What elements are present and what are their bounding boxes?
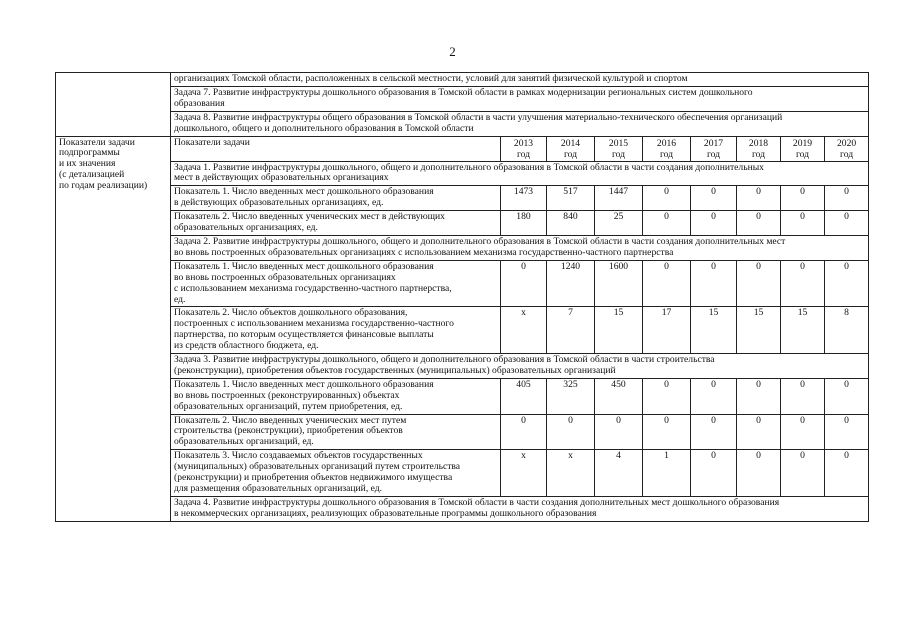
task-row [171,86,869,111]
indicator-value: 0 [643,260,691,307]
year-unit: год [659,148,674,160]
text-line: в действующих образовательных организациях, ед. [174,197,384,209]
indicator-label [171,307,501,354]
year-label: 2015 [608,137,629,149]
text-line: Показатель 2. Число введенных ученических мест в действующих [174,211,445,223]
text-line: во вновь построенных образовательных организациях с использованием механизма государственно-частного партнерства [174,246,674,258]
year-unit: год [840,148,854,160]
indicator-value: 15 [691,307,737,354]
year-label: 2018 [748,137,769,149]
text-line: Показатель 2. Число объектов дошкольного образования, [174,307,408,319]
indicator-value: 0 [781,414,825,450]
indicator-value: 0 [825,450,869,497]
indicator-value: 1447 [595,186,643,211]
text-line: Показатель 1. Число введенных мест дошкольного образования [174,260,434,272]
year-unit: год [611,148,626,160]
task-row [56,235,869,260]
year-unit: год [795,148,810,160]
text-line: во вновь построенных (реконструированных) объектах [174,389,400,401]
task-row [56,354,869,379]
year-unit: год [563,148,578,160]
header-title: Показатели задачи [171,136,501,161]
indicator-value: 0 [825,260,869,307]
indicator-value: 180 [501,211,547,236]
indicator-value: 15 [737,307,781,354]
indicator-value: 0 [781,260,825,307]
indicator-value: 1473 [501,186,547,211]
text-line: строительства (реконструкции), приобретения объектов [174,425,403,437]
text-line: Показатель 3. Число создаваемых объектов государственных [174,450,423,462]
indicator-value: 0 [781,378,825,414]
task-row [56,496,869,521]
text-line: Показатель 2. Число введенных ученических мест путем [174,414,407,426]
indicator-value: 0 [691,211,737,236]
indicator-label [171,378,501,414]
indicator-row [56,450,869,497]
table-row [56,73,869,87]
indicator-value: 0 [825,378,869,414]
indicator-row [56,414,869,450]
year-label: 2013 [513,137,534,149]
table-row [56,86,869,111]
year-label: 2016 [656,137,677,149]
text-line: дошкольного, общего и дополнительного образования в Томской области [174,122,474,134]
text-line: во вновь построенных образовательных организациях [174,271,396,283]
text-line: Задача 2. Развитие инфраструктуры дошкольного, общего и дополнительного образования в Томской области в части создания дополнительных мест [174,235,786,247]
indicator-value: 0 [737,186,781,211]
indicator-value: 15 [781,307,825,354]
task-row [171,111,869,136]
indicators-table [55,72,869,522]
task-row [56,161,869,186]
task-row [171,73,869,87]
indicator-value: 405 [501,378,547,414]
indicator-value: 15 [595,307,643,354]
indicator-value: 0 [825,186,869,211]
text-line: ед. [174,293,186,305]
indicator-value: 0 [691,414,737,450]
text-line: Показатель 1. Число введенных мест дошкольного образования [174,186,434,198]
side-label [56,136,171,521]
indicator-value: 0 [643,186,691,211]
indicator-value: 0 [691,260,737,307]
year-header [595,136,643,161]
indicator-value: 0 [781,450,825,497]
indicator-value: 0 [501,414,547,450]
indicator-value: x [547,450,595,497]
indicator-label [171,211,501,236]
indicator-value: x [501,307,547,354]
indicator-label [171,450,501,497]
year-label: 2020 [836,137,857,149]
indicator-row [56,260,869,307]
task-title [171,161,869,186]
text-line: из средств областного бюджета, ед. [174,340,319,352]
indicator-value: 0 [781,211,825,236]
empty-side-cell [56,73,171,137]
text-line: (с детализацией [59,169,125,181]
header-row [56,136,869,161]
indicator-value: 0 [737,450,781,497]
indicator-label [171,414,501,450]
indicator-value: 0 [595,414,643,450]
year-header [643,136,691,161]
text-line: партнерства, по которым осуществляется финансовые выплаты [174,329,434,341]
indicator-value: 0 [825,414,869,450]
year-label: 2017 [703,137,724,149]
text-line: подпрограммы [59,147,120,159]
year-header [781,136,825,161]
indicator-value: 0 [737,378,781,414]
indicator-value: 0 [501,260,547,307]
text-line: Задача 8. Развитие инфраструктуры общего образования в Томской области в части улучшения материально-технического обеспечения организаций [174,111,783,123]
indicator-value: 840 [547,211,595,236]
text-line: построенных с использованием механизма государственно-частного [174,318,454,330]
text-line: образования [174,97,225,109]
indicator-value: 17 [643,307,691,354]
year-unit: год [706,148,721,160]
text-line: Показатели задачи [59,136,135,148]
text-line: для размещения образовательных организаций, ед. [174,483,383,494]
text-line: мест в действующих образовательных организациях [174,172,389,184]
table-row [56,111,869,136]
text-line: Задача 3. Развитие инфраструктуры дошкольного, общего и дополнительного образования в Томской области в части строительства [174,354,715,366]
text-line: организациях Томской области, расположенных в сельской местности, условий для занятий физической культурой и спортом [174,73,688,84]
indicator-value: 1 [643,450,691,497]
indicator-value: 517 [547,186,595,211]
year-label: 2019 [792,137,813,149]
text-line: (реконструкции) и приобретения объектов недвижимого имущества [174,472,453,484]
year-header [737,136,781,161]
text-line: образовательных организаций, ед. [174,436,314,448]
indicator-value: 0 [691,450,737,497]
indicator-value: 25 [595,211,643,236]
indicator-value: 0 [547,414,595,450]
indicator-value: 0 [691,378,737,414]
year-header [547,136,595,161]
year-header [691,136,737,161]
text-line: и их значения [59,158,116,170]
text-line: Задача 4. Развитие инфраструктуры дошкольного образования в Томской области в части создания дополнительных мест дошкольного образования [174,496,780,508]
indicator-value: x [501,450,547,497]
indicator-label [171,260,501,307]
indicator-row [56,378,869,414]
page-number: 2 [449,44,456,59]
indicator-value: 325 [547,378,595,414]
indicator-value: 0 [643,211,691,236]
indicator-value: 4 [595,450,643,497]
year-header [825,136,869,161]
text-line: образовательных организаций, путем приобретения, ед. [174,400,403,412]
indicator-value: 8 [825,307,869,354]
indicator-row [56,307,869,354]
indicator-row [56,186,869,211]
year-label: 2014 [560,137,581,149]
task-title [171,235,869,260]
indicator-value: 1600 [595,260,643,307]
indicator-value: 0 [737,260,781,307]
text-line: с использованием механизма государственно-частного партнерства, [174,282,452,294]
indicator-value: 0 [737,414,781,450]
indicator-value: 0 [737,211,781,236]
indicator-value: 0 [691,186,737,211]
indicator-value: 1240 [547,260,595,307]
year-header [501,136,547,161]
year-unit: год [516,148,531,160]
indicator-value: 0 [643,414,691,450]
text-line: Задача 7. Развитие инфраструктуры дошкольного образования в Томской области в рамках модернизации региональных систем дошкольного [174,86,753,98]
indicator-row [56,211,869,236]
task-title [171,354,869,379]
indicator-value: 0 [643,378,691,414]
indicator-value: 0 [825,211,869,236]
text-line: в некоммерческих организациях, реализующих образовательные программы дошкольного образования [174,507,597,519]
indicator-value: 450 [595,378,643,414]
year-unit: год [751,148,766,160]
text-line: Показатель 1. Число введенных мест дошкольного образования [174,378,434,390]
text-line: Задача 1. Развитие инфраструктуры дошкольного, общего и дополнительного образования в Томской области в части создания дополнительных [174,161,764,173]
text-line: (муниципальных) образовательных организаций путем строительства [174,461,461,473]
text-line: образовательных организациях, ед. [174,222,318,234]
task-title [171,496,869,521]
indicator-label [171,186,501,211]
text-line: (реконструкции), приобретения объектов государственных (муниципальных) образовательных организаций [174,364,616,376]
indicator-value: 7 [547,307,595,354]
text-line: по годам реализации) [59,180,148,192]
indicator-value: 0 [781,186,825,211]
